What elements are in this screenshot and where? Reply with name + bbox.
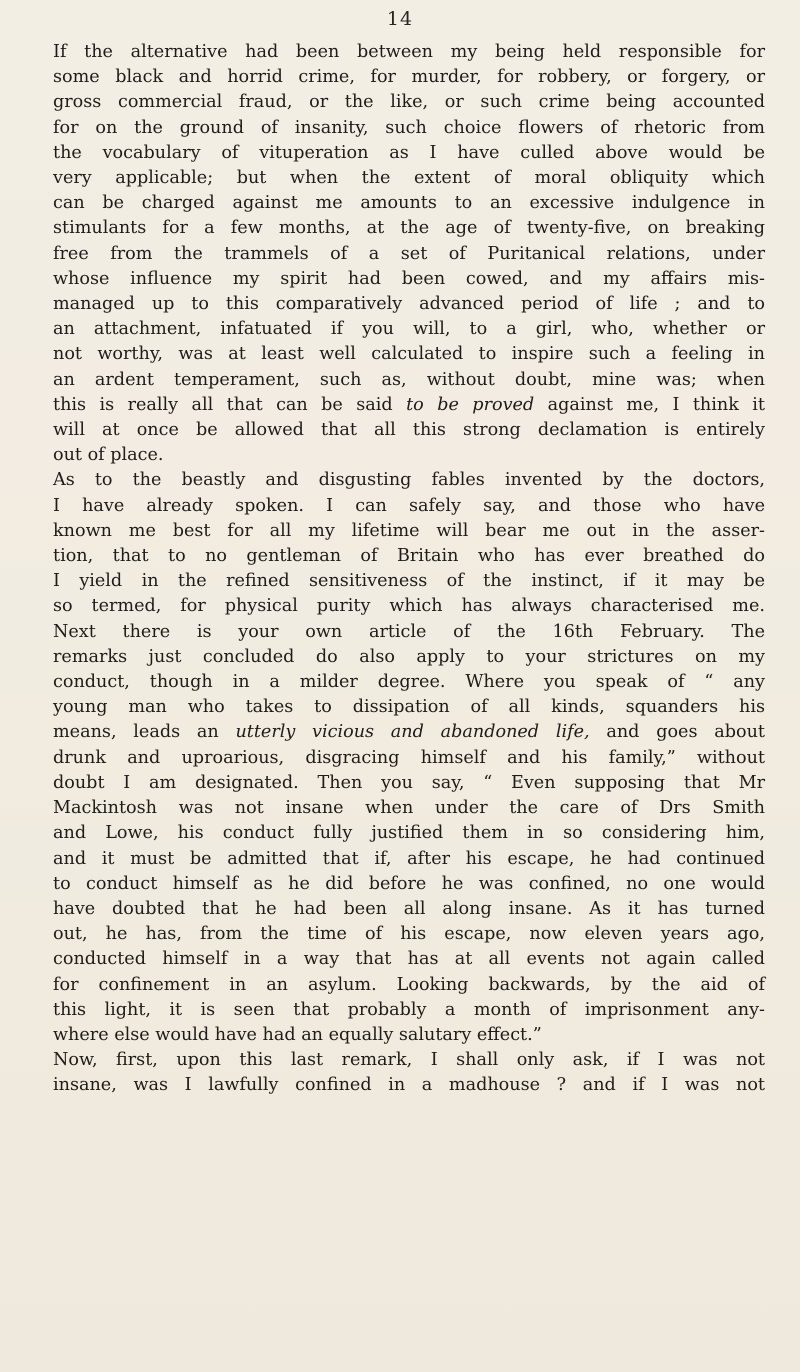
text-line: an ardent temperament, such as, without doubt, mine was; when <box>53 369 765 390</box>
text-line: doubt I am designated. Then you say, “ Even supposing that Mr <box>53 772 765 793</box>
text-line: tion, that to no gentleman of Britain who has ever breathed do <box>53 546 765 567</box>
text-line: to conduct himself as he did before he was confined, no one would <box>53 873 765 894</box>
text-line: will at once be allowed that all this strong declamation is entirely <box>53 420 765 441</box>
text-span: against me, I think it <box>534 394 765 415</box>
page-number: 14 <box>386 8 414 30</box>
text-line: stimulants for a few months, at the age of twenty-five, on breaking <box>53 218 765 239</box>
text-line: managed up to this comparatively advanced period of life ; and to <box>53 294 765 315</box>
text-line: very applicable; but when the extent of moral obliquity which <box>53 168 765 189</box>
text-line: conducted himself in a way that has at all events not again called <box>53 949 765 970</box>
text-line: As to the beastly and disgusting fables invented by the doctors, <box>53 470 765 491</box>
text-line: for on the ground of insanity, such choice flowers of rhetoric from <box>53 117 765 138</box>
text-line: and it must be admitted that if, after his escape, he had continued <box>53 848 765 869</box>
text-line: I have already spoken. I can safely say, and those who have <box>53 495 765 516</box>
text-line: Now, first, upon this last remark, I shall only ask, if I was not <box>53 1050 765 1071</box>
text-line: conduct, though in a milder degree. Where you speak of “ any <box>53 672 765 693</box>
text-line <box>53 720 765 745</box>
text-line: not worthy, was at least well calculated to inspire such a feeling in <box>53 344 765 365</box>
text-line: young man who takes to dissipation of all kinds, squanders his <box>53 697 765 718</box>
text-line: remarks just concluded do also apply to your strictures on my <box>53 646 765 667</box>
text-line: where else would have had an equally salutary effect.” <box>53 1024 542 1045</box>
text-line: Next there is your own article of the 16th February. The <box>53 621 765 642</box>
text-line: so termed, for physical purity which has always characterised me. <box>53 596 765 617</box>
italic-emphasis: to be proved <box>406 394 535 415</box>
text-line: drunk and uproarious, disgracing himself and his family,” without <box>53 747 765 768</box>
text-line: free from the trammels of a set of Puritanical relations, under <box>53 243 765 264</box>
text-line: If the alternative had been between my being held responsible for <box>53 42 765 62</box>
text-span: and goes about <box>589 722 765 743</box>
text-line: insane, was I lawfully confined in a madhouse ? and if I was not <box>53 1075 765 1096</box>
text-line: this light, it is seen that probably a month of imprisonment any- <box>53 999 765 1020</box>
text-line: gross commercial fraud, or the like, or such crime being accounted <box>53 92 765 113</box>
text-span: this is really all that can be said <box>53 394 407 415</box>
text-line: an attachment, infatuated if you will, to a girl, who, whether or <box>53 319 765 340</box>
page-body-text <box>53 40 765 1099</box>
text-line: have doubted that he had been all along insane. As it has turned <box>53 898 765 919</box>
text-line: out, he has, from the time of his escape, now eleven years ago, <box>53 924 765 945</box>
text-line: out of place. <box>53 445 164 466</box>
paragraph-4 <box>53 1048 765 1098</box>
text-line: I yield in the refined sensitiveness of the instinct, if it may be <box>53 571 765 592</box>
text-line: the vocabulary of vituperation as I have culled above would be <box>53 142 765 163</box>
paragraph-1 <box>53 40 765 468</box>
text-line: and Lowe, his conduct fully justified them in so considering him, <box>53 823 765 844</box>
text-span: means, leads an <box>53 722 236 743</box>
text-line: for confinement in an asylum. Looking backwards, by the aid of <box>53 974 765 995</box>
text-line: some black and horrid crime, for murder, for robbery, or forgery, or <box>53 67 765 88</box>
text-line: known me best for all my lifetime will bear me out in the asser- <box>53 520 765 541</box>
italic-emphasis: utterly vicious and abandoned life, <box>235 722 590 743</box>
paragraph-3 <box>53 620 765 1048</box>
text-line: whose influence my spirit had been cowed, and my affairs mis- <box>53 268 765 289</box>
paragraph-2 <box>53 468 765 619</box>
text-line: can be charged against me amounts to an excessive indulgence in <box>53 193 765 214</box>
text-line <box>53 393 765 418</box>
text-line: Mackintosh was not insane when under the care of Drs Smith <box>53 798 765 819</box>
